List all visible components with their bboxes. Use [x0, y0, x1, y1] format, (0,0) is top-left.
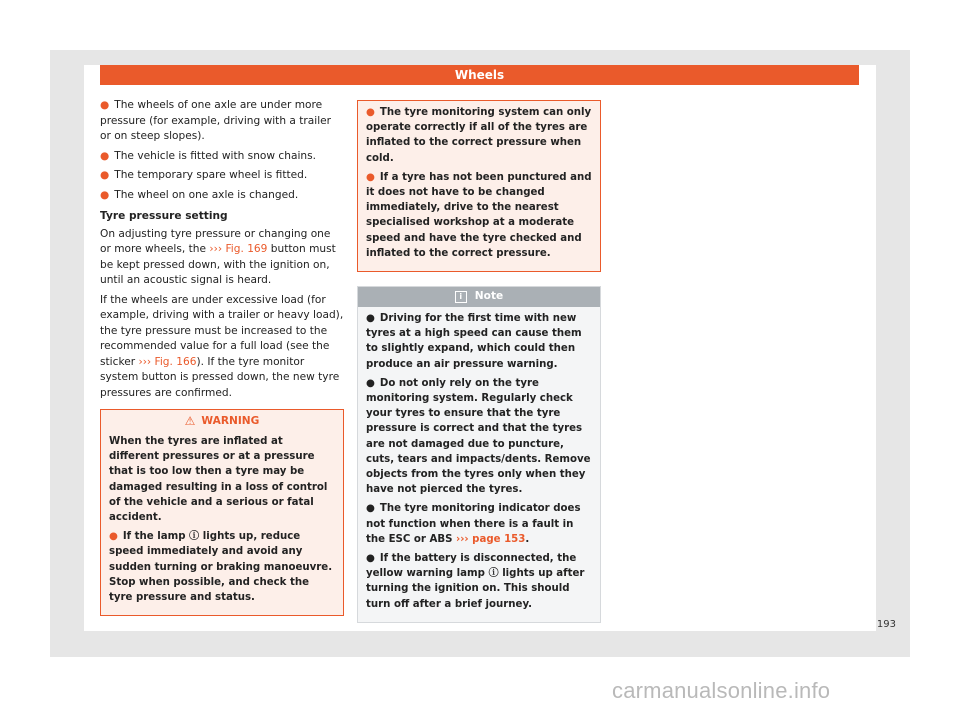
list-item: ● The vehicle is fitted with snow chains. [100, 149, 317, 162]
warning-header [101, 410, 343, 432]
warning-body [101, 432, 343, 615]
bullet-icon: ● [366, 313, 375, 325]
info-icon: i [455, 291, 467, 303]
chapter-header: Wheels [100, 65, 859, 85]
list-item: ● The tyre monitoring system can only operate correctly if all of the tyres are inflated to the correct pressure when cold. [366, 107, 592, 164]
note-box [357, 286, 601, 623]
bullet-icon: ● [366, 503, 375, 515]
watermark: carmanualsonline.info [612, 678, 831, 703]
figure-link[interactable]: ››› Fig. 169 [209, 243, 268, 255]
danger-box [357, 100, 601, 272]
page-number: 193 [876, 619, 896, 630]
left-column [100, 98, 344, 616]
list-item: ● If the lamp ⓘ lights up, reduce speed immediately and avoid any sudden turning or braking manoeuvre. Stop when possible, and check the tyre pressure and status. [109, 531, 333, 604]
warning-text: When the tyres are inflated at different pressures or at a pressure that is too low then a tyre may be damaged resulting in a loss of control of the vehicle and a serious or fatal accident. [109, 436, 328, 524]
list-item: ● If the battery is disconnected, the yellow warning lamp ⓘ lights up after turning the ignition on. This should turn off after a brief journey. [366, 553, 585, 610]
list-item: ● If a tyre has not been punctured and it does not have to be changed immediately, drive to the nearest specialised workshop at a moderate speed and have the tyre checked and inflated to the correct pressure. [366, 171, 592, 259]
list-item: ● The wheel on one axle is changed. [100, 188, 299, 201]
bullet-icon: ● [366, 107, 375, 118]
figure-link[interactable]: ››› Fig. 166 [138, 355, 197, 368]
page-link[interactable]: ››› page 153 [456, 533, 526, 545]
list-item: ● The temporary spare wheel is fitted. [100, 169, 308, 181]
note-title: Note [474, 290, 504, 303]
warning-title: WARNING [201, 415, 260, 428]
list-item: ● The tyre monitoring indicator does not function when there is a fault in the ESC or ABS ››› page 153. [366, 503, 581, 545]
bullet-icon: ● [100, 188, 110, 201]
paragraph-pressure-setting: On adjusting tyre pressure or changing one or more wheels, the ››› Fig. 169 button must be kept pressed down, with the ignition on, until an acoustic signal is heard. [100, 227, 336, 286]
warning-box [100, 409, 344, 616]
bullet-icon: ● [100, 149, 110, 162]
middle-column [357, 100, 601, 623]
bullet-icon: ● [366, 553, 375, 565]
note-header [358, 287, 600, 307]
list-item: ● Do not only rely on the tyre monitoring system. Regularly check your tyres to ensure that the tyre pressure is correct and that the tyres are not damaged due to puncture, cuts, tears and impacts/dents. Remove objects from the tyres only when they have not pierced the tyres. [366, 377, 591, 496]
note-body [358, 307, 600, 622]
section-title: Tyre pressure setting [100, 210, 228, 222]
warning-triangle-icon: ⚠ [184, 414, 196, 429]
list-item: ● Driving for the first time with new tyres at a high speed can cause them to slightly expand, which could then produce an air pressure warning. [366, 313, 582, 370]
bullet-icon: ● [100, 169, 110, 181]
bullet-icon: ● [366, 377, 375, 389]
bullet-icon: ● [366, 171, 375, 183]
paragraph-excessive-load: If the wheels are under excessive load (for example, driving with a trailer or heavy load), the tyre pressure must be increased to the recommended value for a full load (see the sticker ››› Fig. 166). If the tyre monitor system button is pressed down, the new tyre pressures are confirmed. [100, 293, 344, 399]
bullet-icon: ● [100, 99, 110, 111]
bullet-icon: ● [109, 531, 118, 543]
list-item: ● The wheels of one axle are under more pressure (for example, driving with a trailer or on steep slopes). [100, 99, 332, 142]
